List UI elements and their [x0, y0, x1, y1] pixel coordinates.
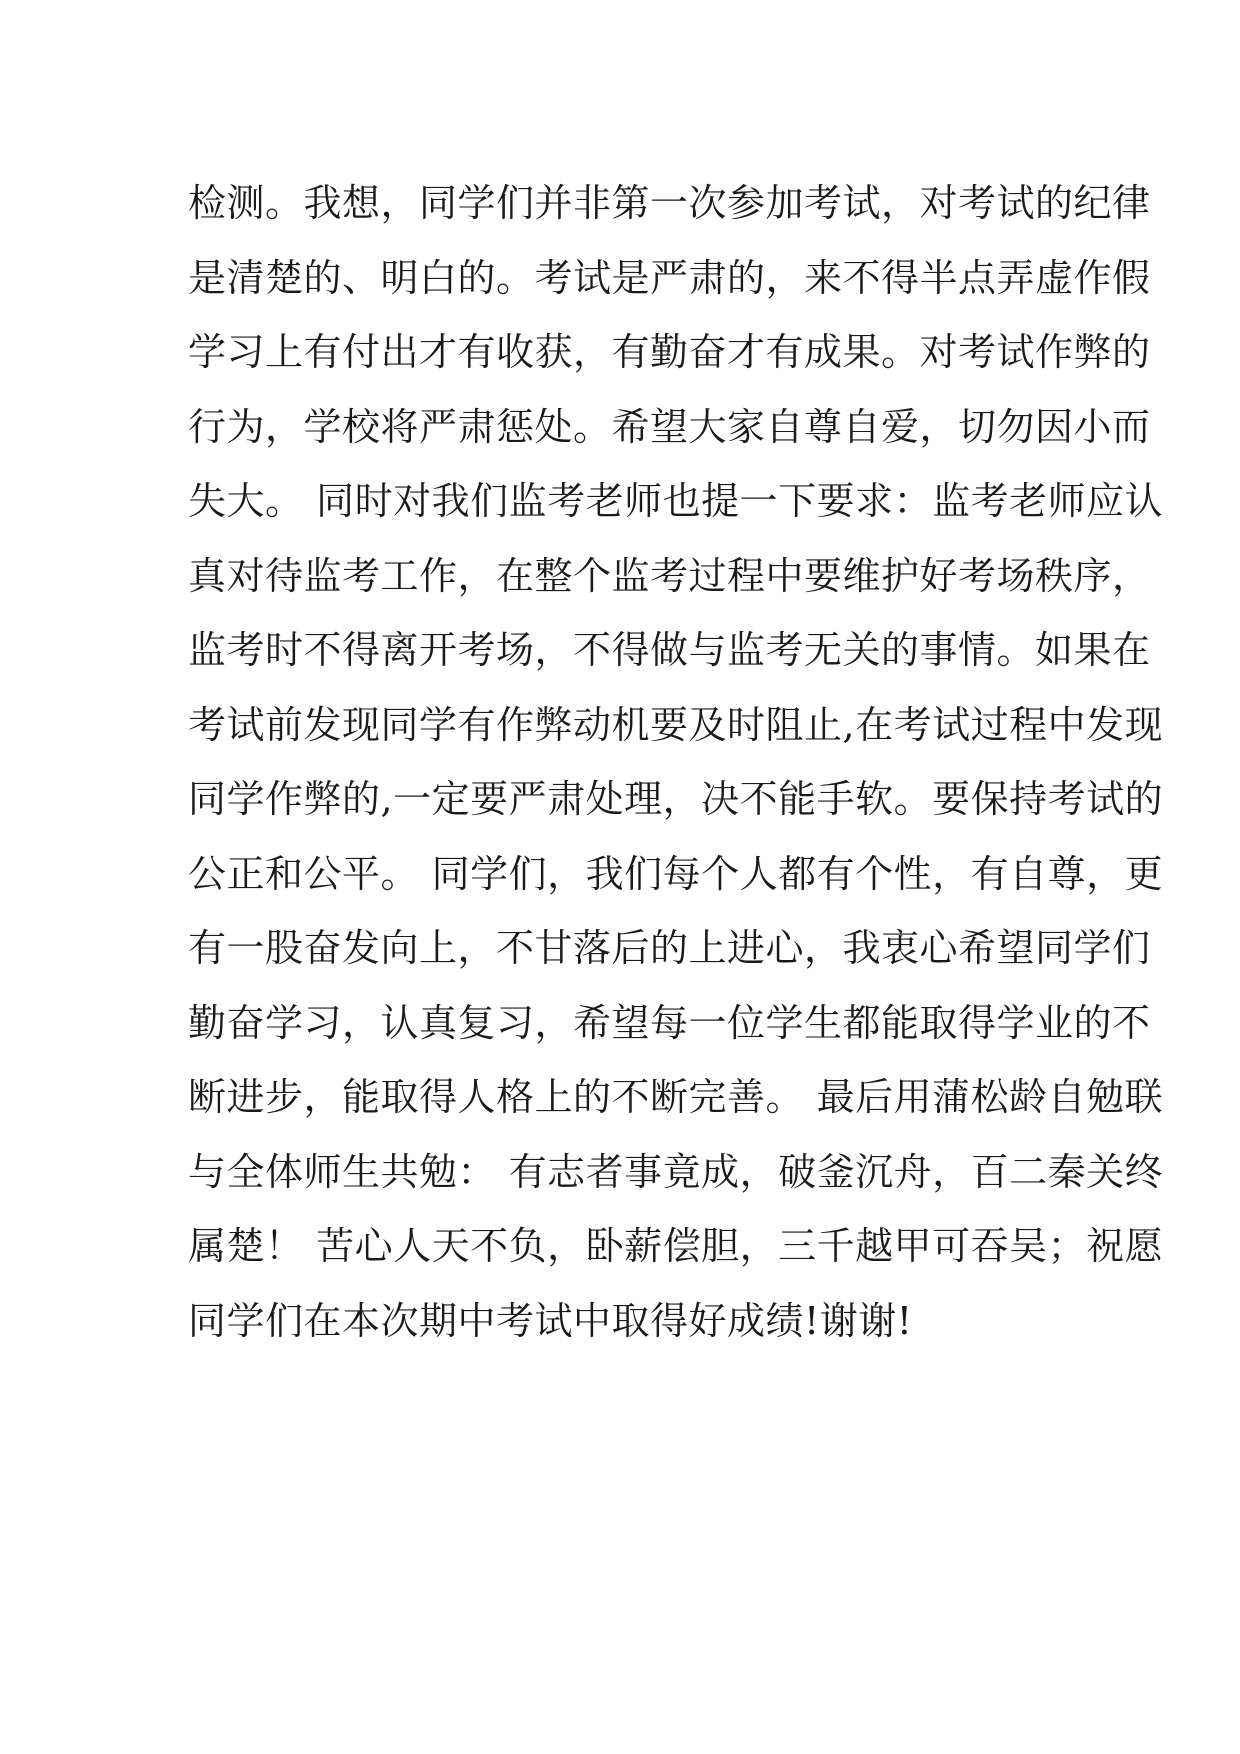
text-line: 公正和公平。 同学们，我们每个人都有个性，有自尊，更	[188, 851, 1164, 896]
text-line: 检测。我想，同学们并非第一次参加考试，对考试的纪律	[188, 181, 1151, 225]
text-line: 同学们在本次期中考试中取得好成绩!谢谢!	[188, 1298, 913, 1343]
text-line: 是清楚的、明白的。考试是严肃的，来不得半点弄虚作假	[188, 255, 1151, 300]
text-line: 有一股奋发向上，不甘落后的上进心，我衷心希望同学们	[188, 926, 1151, 970]
text-line: 学习上有付出才有收获，有勤奋才有成果。对考试作弊的	[188, 330, 1151, 374]
text-line: 监考时不得离开考场，不得做与监考无关的事情。如果在	[188, 628, 1151, 672]
text-line: 勤奋学习，认真复习，希望每一位学生都能取得学业的不	[188, 1000, 1151, 1045]
text-line: 行为，学校将严肃惩处。希望大家自尊自爱，切勿因小而	[188, 404, 1151, 449]
body-text	[188, 166, 1164, 1358]
text-line: 考试前发现同学有作弊动机要及时阻止,在考试过程中发现	[188, 702, 1164, 747]
text-line: 真对待监考工作，在整个监考过程中要维护好考场秩序，	[188, 553, 1151, 598]
text-line: 与全体师生共勉： 有志者事竟成，破釜沉舟，百二秦关终	[188, 1149, 1164, 1194]
text-line: 同学作弊的,一定要严肃处理，决不能手软。要保持考试的	[188, 777, 1164, 821]
text-line: 属楚！ 苦心人天不负，卧薪偿胆，三千越甲可吞吴；祝愿	[188, 1224, 1164, 1268]
text-line: 断进步，能取得人格上的不断完善。 最后用蒲松龄自勉联	[188, 1075, 1164, 1119]
text-line: 失大。 同时对我们监考老师也提一下要求：监考老师应认	[188, 479, 1164, 523]
